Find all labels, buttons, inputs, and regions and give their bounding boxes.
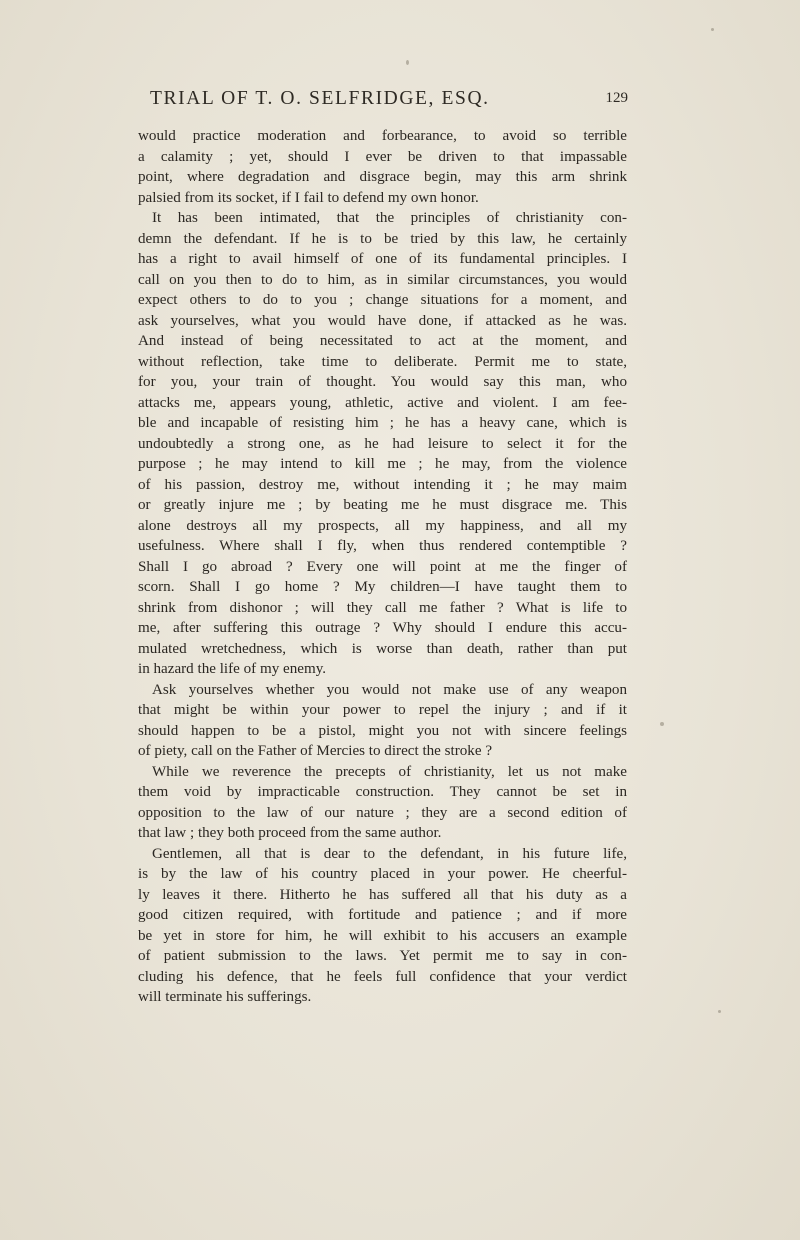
running-head: [150, 88, 630, 112]
text-line: ask yourselves, what you would have done, if attacked as he was.: [138, 312, 627, 329]
text-line: scorn. Shall I go home ? My children—I have taught them to: [138, 579, 627, 595]
text-line: While we reverence the precepts of christianity, let us not make: [152, 763, 627, 780]
text-line: or greatly injure me ; by beating me he must disgrace me. This: [138, 497, 627, 513]
text-line: for you, your train of thought. You would say this man, who: [138, 374, 627, 390]
text-line: ly leaves it there. Hitherto he has suffered all that his duty as a: [138, 886, 627, 903]
text-line: Ask yourselves whether you would not make use of any weapon: [152, 681, 627, 698]
text-line: that law ; they both proceed from the same author.: [138, 825, 442, 841]
text-line: of piety, call on the Father of Mercies to direct the stroke ?: [138, 743, 493, 759]
text-line: attacks me, appears young, athletic, active and violent. I am fee-: [138, 394, 627, 411]
text-line: should happen to be a pistol, might you not with sincere feelings: [138, 722, 627, 739]
text-line: palsied from its socket, if I fail to defend my own honor.: [138, 189, 479, 206]
text-line: that might be within your power to repel the injury ; and if it: [138, 702, 627, 718]
text-line: shrink from dishonor ; will they call me father ? What is life to: [138, 599, 627, 616]
text-line: of patient submission to the laws. Yet permit me to say in con-: [138, 948, 627, 964]
text-line: of his passion, destroy me, without intending it ; he may maim: [138, 476, 627, 493]
text-line: would practice moderation and forbearance, to avoid so terrible: [138, 128, 627, 144]
text-line: me, after suffering this outrage ? Why should I endure this accu-: [138, 620, 627, 636]
text-line: without reflection, take time to deliberate. Permit me to state,: [138, 353, 627, 370]
text-line: It has been intimated, that the principles of christianity con-: [152, 210, 627, 226]
text-line: cluding his defence, that he feels full confidence that your verdict: [138, 968, 627, 985]
paper-speck: [711, 28, 714, 31]
text-line: a calamity ; yet, should I ever be driven to that impassable: [138, 148, 627, 165]
text-line: them void by impracticable construction. They cannot be set in: [138, 784, 627, 800]
text-line: is by the law of his country placed in your power. He cheerful-: [138, 866, 627, 882]
text-line: expect others to do to you ; change situations for a moment, and: [138, 292, 627, 308]
text-line: Shall I go abroad ? Every one will point at me the finger of: [138, 558, 627, 575]
text-line: undoubtedly a strong one, as he had leisure to select it for the: [138, 435, 627, 452]
body-text: [138, 126, 627, 1008]
paper-speck: [660, 722, 664, 726]
text-line: demn the defendant. If he is to be tried by this law, he certainly: [138, 230, 627, 247]
text-line: good citizen required, with fortitude and patience ; and if more: [138, 907, 627, 923]
paper-speck: [718, 1010, 721, 1013]
text-line: ble and incapable of resisting him ; he has a heavy cane, which is: [138, 415, 627, 431]
text-line: And instead of being necessitated to act at the moment, and: [138, 333, 627, 349]
text-line: Gentlemen, all that is dear to the defendant, in his future life,: [152, 845, 627, 862]
text-line: alone destroys all my prospects, all my happiness, and all my: [138, 517, 627, 534]
text-line: point, where degradation and disgrace begin, may this arm shrink: [138, 169, 627, 185]
text-line: call on you then to do to him, as in similar circumstances, you would: [138, 271, 627, 288]
text-line: has a right to avail himself of one of its fundamental principles. I: [138, 251, 627, 267]
text-line: usefulness. Where shall I fly, when thus rendered contemptible ?: [138, 538, 627, 554]
text-line: purpose ; he may intend to kill me ; he may, from the violence: [138, 456, 627, 472]
text-line: be yet in store for him, he will exhibit to his accusers an example: [138, 927, 627, 944]
page-number: 129: [605, 90, 628, 106]
running-title: TRIAL OF T. O. SELFRIDGE, ESQ.: [150, 88, 490, 109]
text-line: mulated wretchedness, which is worse than death, rather than put: [138, 640, 627, 657]
paper-speck: [406, 60, 409, 65]
text-line: in hazard the life of my enemy.: [138, 661, 327, 677]
text-line: will terminate his sufferings.: [138, 989, 312, 1005]
text-line: opposition to the law of our nature ; they are a second edition of: [138, 804, 627, 821]
